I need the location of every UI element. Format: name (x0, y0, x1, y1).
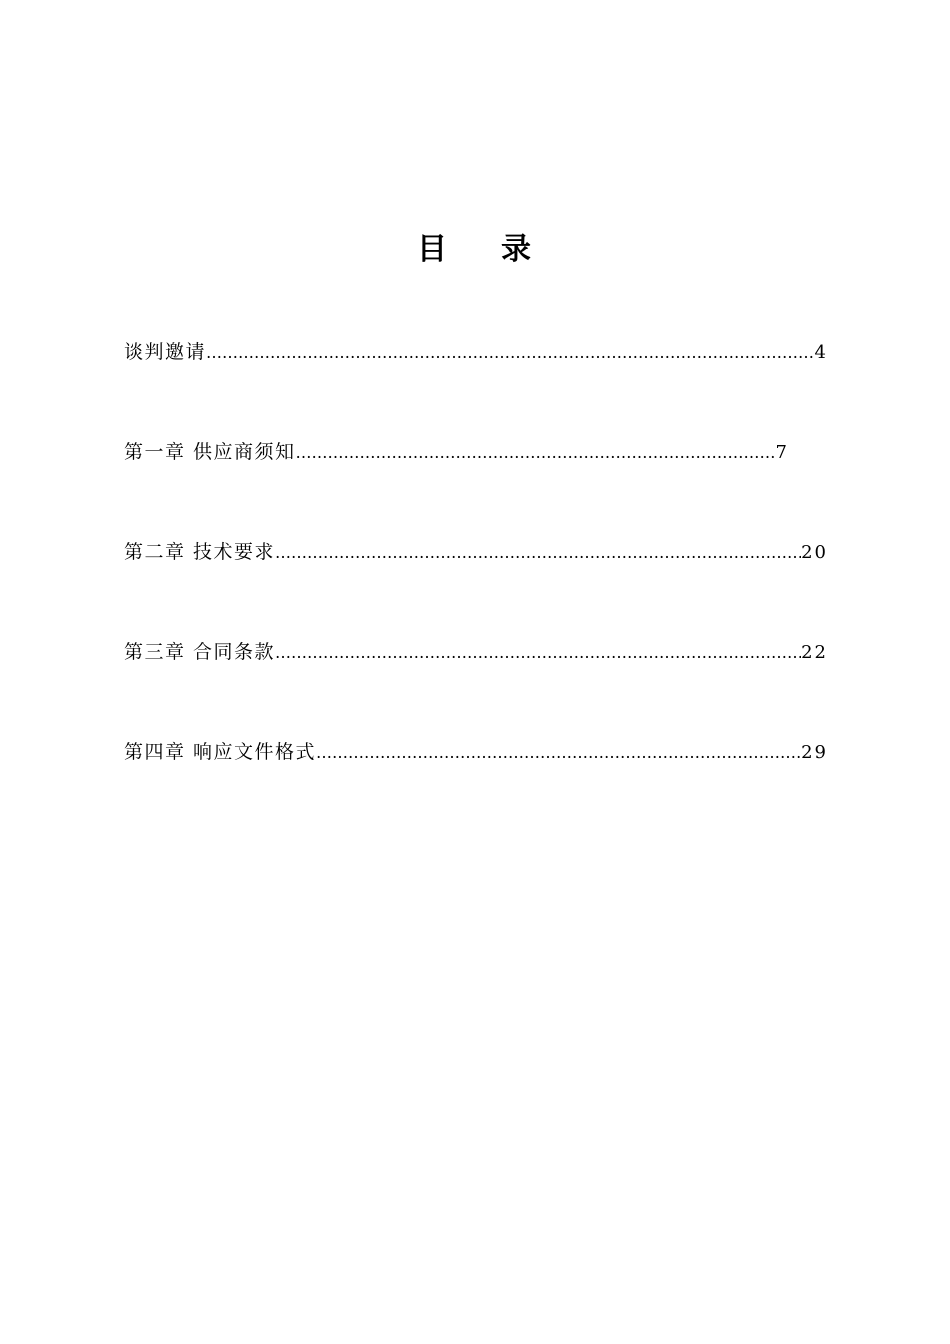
toc-entry-chapter-1[interactable] (124, 434, 828, 470)
toc-entry-label: 第二章 技术要求 (124, 541, 276, 563)
toc-list (124, 334, 828, 834)
toc-entry-chapter-3[interactable] (124, 634, 828, 670)
toc-entry-label: 第四章 响应文件格式 (124, 741, 317, 763)
toc-entry-label: 第三章 合同条款 (124, 641, 276, 663)
toc-entry-chapter-4[interactable] (124, 734, 828, 770)
toc-leader-dots (206, 335, 815, 370)
toc-page-number: 4 (814, 342, 828, 363)
toc-page-number: 7 (775, 442, 789, 463)
toc-title-char-1: 目 (417, 232, 449, 267)
toc-page-number: 20 (801, 542, 828, 563)
toc-entry-label: 第一章 供应商须知 (124, 441, 296, 463)
toc-leader-dots (316, 735, 801, 770)
toc-leader-dots (275, 535, 801, 570)
toc-page-number: 29 (801, 742, 828, 763)
toc-page-number: 22 (801, 642, 828, 663)
toc-leader-dots (275, 635, 801, 670)
toc-title-char-2: 录 (501, 232, 533, 267)
toc-leader-dots (296, 435, 776, 470)
toc-title (0, 228, 950, 272)
toc-entry-chapter-2[interactable] (124, 534, 828, 570)
toc-entry-invitation[interactable] (124, 334, 828, 370)
toc-entry-label: 谈判邀请 (124, 341, 207, 363)
